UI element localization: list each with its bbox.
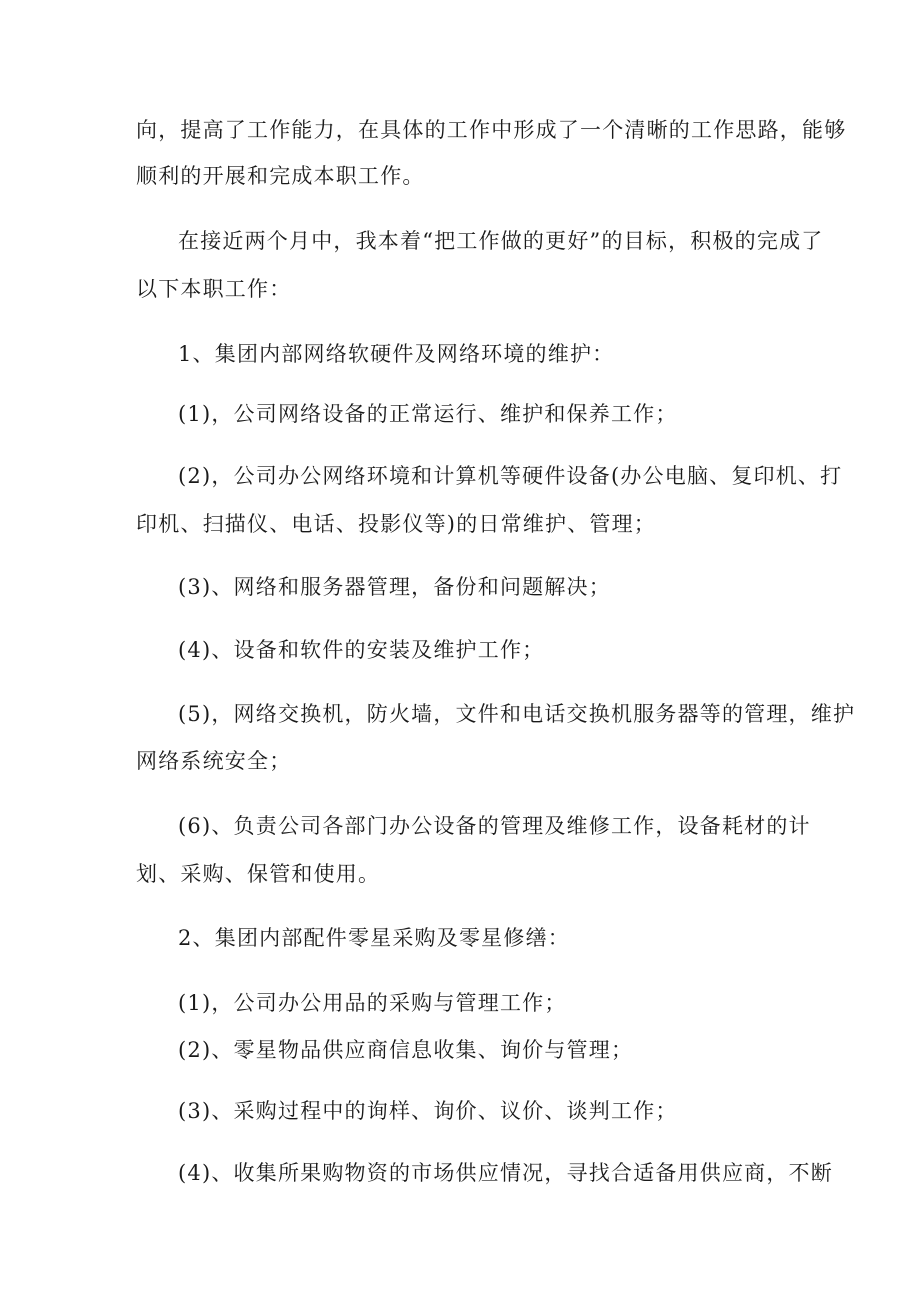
section-heading: 2、集团内部配件零星采购及零星修缮： [178,926,570,950]
list-item: (4)、收集所果购物资的市场供应情况，寻找合适备用供应商，不断 [178,1161,833,1185]
list-item: (4)、设备和软件的安装及维护工作； [178,638,545,662]
list-item-continuation: 网络系统安全； [136,749,292,773]
list-item: (6)、负责公司各部门办公设备的管理及维修工作，设备耗材的计 [178,814,811,838]
list-item: (3)、网络和服务器管理，备份和问题解决； [178,575,611,599]
list-item: (3)、采购过程中的询样、询价、议价、谈判工作； [178,1099,678,1123]
list-item: (2)，公司办公网络环境和计算机等硬件设备(办公电脑、复印机、打 [178,464,843,488]
list-item: (1)，公司网络设备的正常运行、维护和保养工作； [178,402,678,426]
section-heading: 1、集团内部网络软硬件及网络环境的维护： [178,342,615,366]
list-item: (2)、零星物品供应商信息收集、询价与管理； [178,1038,634,1062]
paragraph-line: 向，提高了工作能力，在具体的工作中形成了一个清晰的工作思路，能够 [136,118,847,142]
list-item: (5)，网络交换机，防火墙，文件和电话交换机服务器等的管理，维护 [178,702,856,726]
list-item: (1)，公司办公用品的采购与管理工作； [178,991,567,1015]
paragraph-line: 以下本职工作： [136,277,292,301]
paragraph-line: 在接近两个月中，我本着“把工作做的更好”的目标，积极的完成了 [178,229,824,253]
list-item-continuation: 划、采购、保管和使用。 [136,862,381,886]
paragraph-line: 顺利的开展和完成本职工作。 [136,164,425,188]
list-item-continuation: 印机、扫描仪、电话、投影仪等)的日常维护、管理； [136,512,656,536]
